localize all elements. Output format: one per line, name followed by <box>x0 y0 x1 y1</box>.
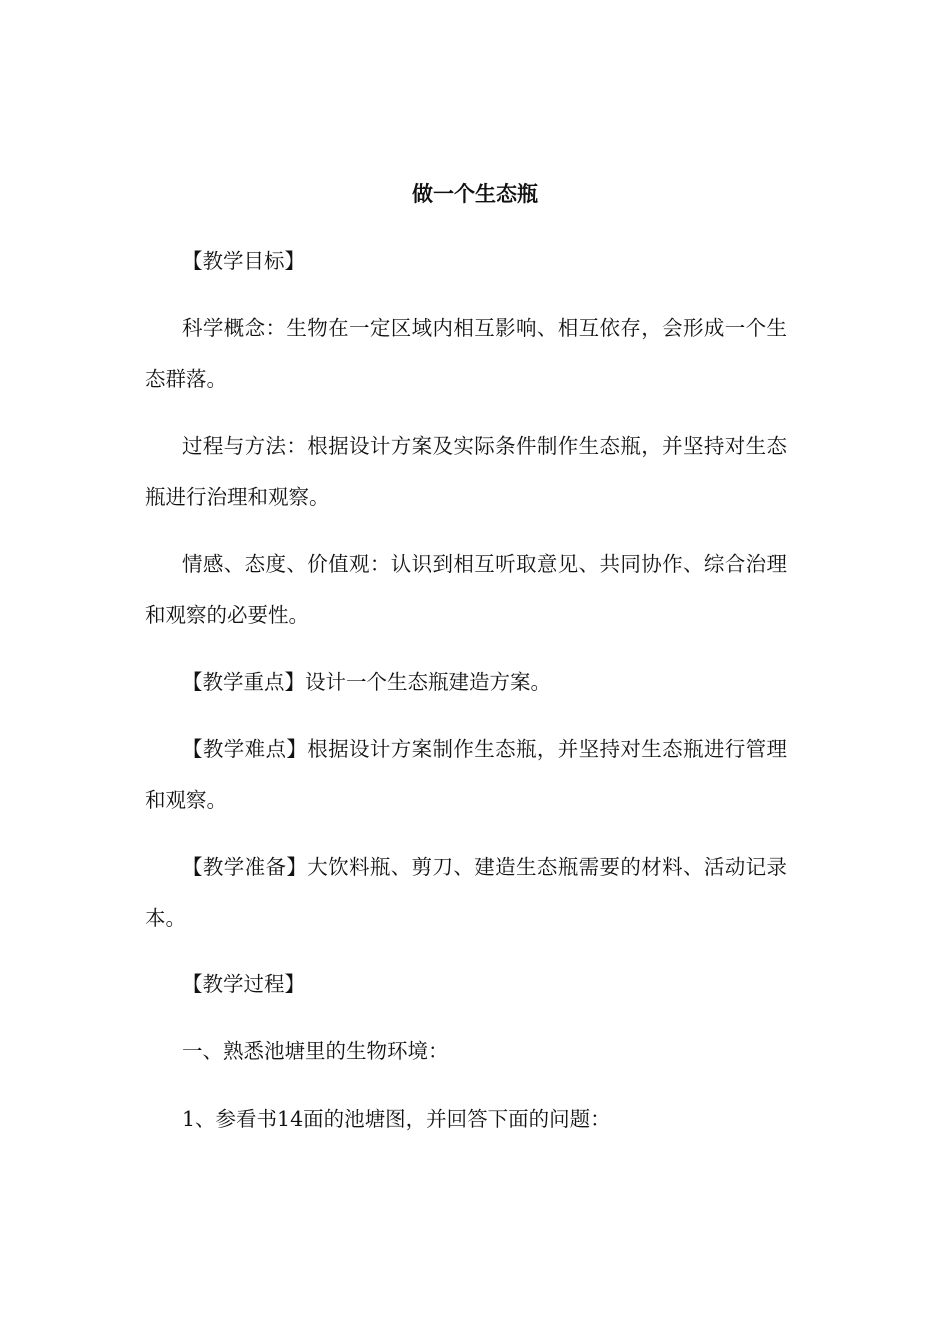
paragraph-step-one-item: 1、参看书14面的池塘图，并回答下面的问题： <box>182 1107 611 1131</box>
document-title: 做一个生态瓶 <box>412 182 538 206</box>
paragraph-difficulties: 【教学难点】根据设计方案制作生态瓶，并坚持对生态瓶进行管理和观察。 <box>145 737 787 812</box>
paragraph-process-method: 过程与方法：根据设计方案及实际条件制作生态瓶，并坚持对生态瓶进行治理和观察。 <box>145 434 787 509</box>
paragraph-step-one: 一、熟悉池塘里的生物环境： <box>182 1039 449 1063</box>
section-heading-goals: 【教学目标】 <box>182 249 305 273</box>
paragraph-preparation: 【教学准备】大饮料瓶、剪刀、建造生态瓶需要的材料、活动记录本。 <box>145 855 787 930</box>
paragraph-science-concept: 科学概念：生物在一定区域内相互影响、相互依存，会形成一个生态群落。 <box>145 316 787 391</box>
section-heading-process: 【教学过程】 <box>182 972 305 996</box>
paragraph-emotion-values: 情感、态度、价值观：认识到相互听取意见、共同协作、综合治理和观察的必要性。 <box>145 552 787 627</box>
paragraph-key-points: 【教学重点】设计一个生态瓶建造方案。 <box>182 670 551 694</box>
